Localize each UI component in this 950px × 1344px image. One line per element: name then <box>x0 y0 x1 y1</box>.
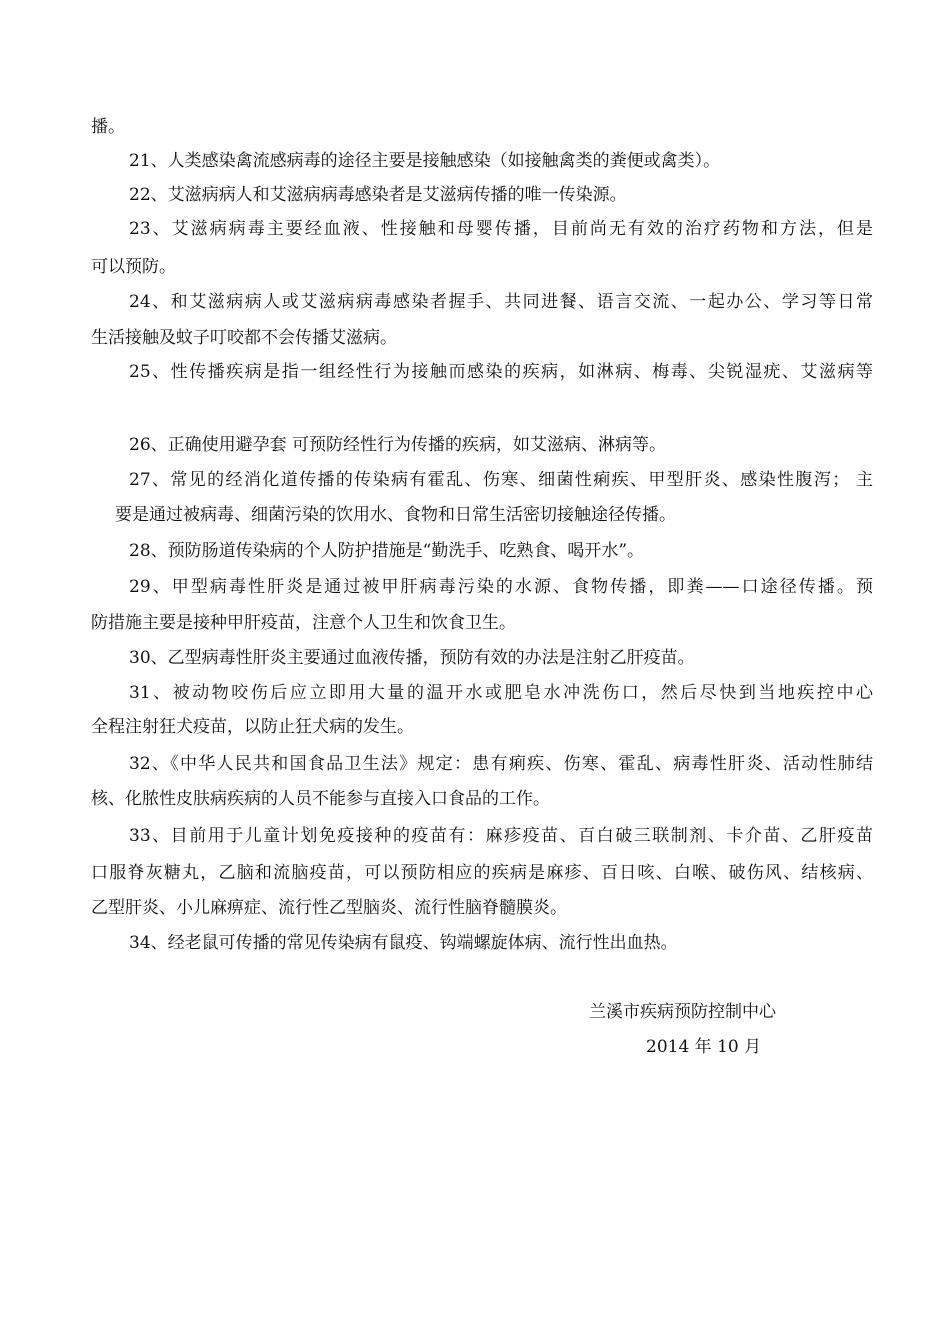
paragraph-line: 播。 <box>91 117 125 137</box>
paragraph-line: 25、性传播疾病是指一组经性行为接触而感染的疾病，如淋病、梅毒、尖锐湿疣、艾滋病等 <box>129 362 873 382</box>
paragraph-line: 全程注射狂犬疫苗，以防止狂犬病的发生。 <box>91 717 414 737</box>
signature-organization: 兰溪市疾病预防控制中心 <box>589 1002 776 1022</box>
paragraph-line: 32、《中华人民共和国食品卫生法》规定：患有痢疾、伤寒、霍乱、病毒性肝炎、活动性肺结 <box>129 754 873 774</box>
paragraph-line: 21、人类感染禽流感病毒的途径主要是接触感染（如接触禽类的粪便或禽类）。 <box>129 151 721 171</box>
paragraph-line: 乙型肝炎、小儿麻痹症、流行性乙型脑炎、流行性脑脊髓膜炎。 <box>91 898 567 918</box>
paragraph-line: 34、经老鼠可传播的常见传染病有鼠疫、钩端螺旋体病、流行性出血热。 <box>129 933 678 953</box>
paragraph-line: 核、化脓性皮肤病疾病的人员不能参与直接入口食品的工作。 <box>91 789 550 809</box>
paragraph-line: 27、常见的经消化道传播的传染病有霍乱、伤寒、细菌性痢疾、甲型肝炎、感染性腹泻； 主 <box>129 470 873 490</box>
paragraph-line: 24、和艾滋病病人或艾滋病病毒感染者握手、共同进餐、语言交流、一起办公、学习等日常 <box>129 292 873 312</box>
paragraph-line: 防措施主要是接种甲肝疫苗，注意个人卫生和饮食卫生。 <box>91 613 516 633</box>
paragraph-line: 生活接触及蚊子叮咬都不会传播艾滋病。 <box>91 328 397 348</box>
paragraph-line: 29、甲型病毒性肝炎是通过被甲肝病毒污染的水源、食物传播，即粪——口途径传播。预 <box>129 577 873 597</box>
paragraph-line: 30、乙型病毒性肝炎主要通过血液传播，预防有效的办法是注射乙肝疫苗。 <box>129 648 695 668</box>
paragraph-line: 31、被动物咬伤后应立即用大量的温开水或肥皂水冲洗伤口，然后尽快到当地疾控中心 <box>129 683 873 703</box>
paragraph-line: 口服脊灰糖丸，乙脑和流脑疫苗，可以预防相应的疾病是麻疹、百日咳、白喉、破伤风、结核病、 <box>91 863 873 883</box>
paragraph-line: 22、艾滋病病人和艾滋病病毒感染者是艾滋病传播的唯一传染源。 <box>129 185 627 205</box>
paragraph-line: 可以预防。 <box>91 257 176 277</box>
signature-date: 2014 年 10 月 <box>646 1037 762 1057</box>
paragraph-line: 要是通过被病毒、细菌污染的饮用水、食物和日常生活密切接触途径传播。 <box>115 505 676 525</box>
paragraph-line: 26、正确使用避孕套 可预防经性行为传播的疾病，如艾滋病、淋病等。 <box>129 435 667 455</box>
paragraph-line: 33、目前用于儿童计划免疫接种的疫苗有：麻疹疫苗、百白破三联制剂、卡介苗、乙肝疫苗 <box>129 826 873 846</box>
paragraph-line: 28、预防肠道传染病的个人防护措施是“勤洗手、吃熟食、喝开水”。 <box>129 541 645 561</box>
paragraph-line: 23、艾滋病病毒主要经血液、性接触和母婴传播，目前尚无有效的治疗药物和方法，但是 <box>129 219 873 239</box>
